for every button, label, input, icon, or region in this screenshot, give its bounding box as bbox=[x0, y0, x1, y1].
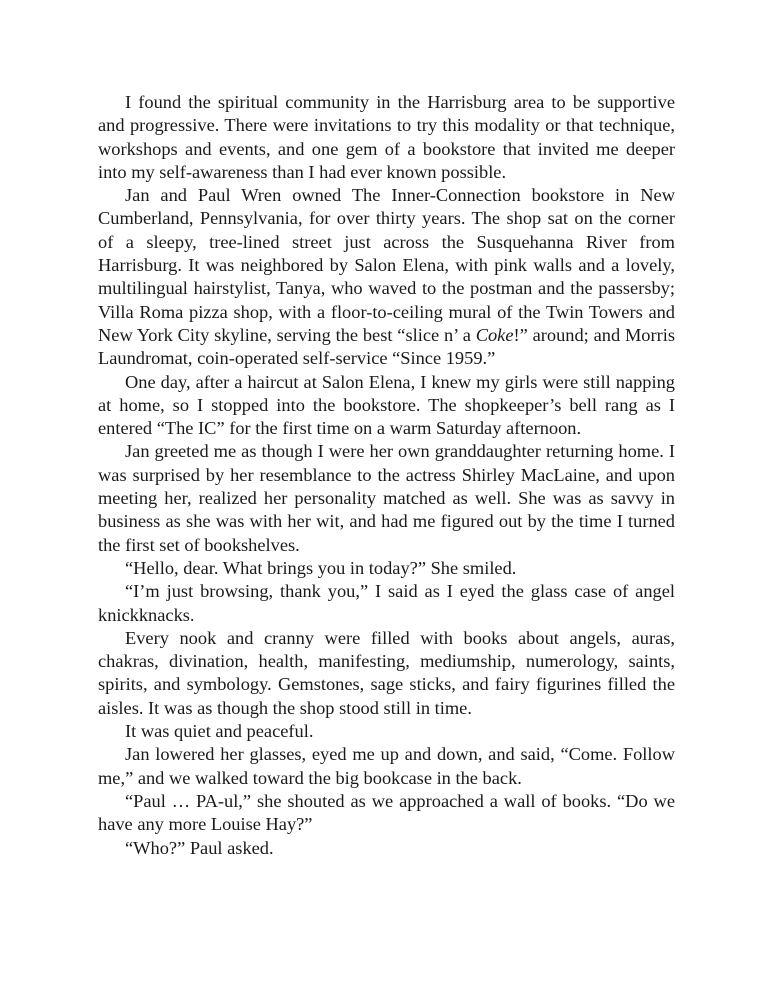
paragraph: Jan lowered her glasses, eyed me up and down, and said, “Come. Follow me,” and we walked toward the big bookcase in the back. bbox=[98, 744, 675, 788]
paragraph: One day, after a haircut at Salon Elena, I knew my girls were still napping at home, so I stopped into the bookstore. The shopkeeper’s bell rang as I entered “The IC” for the first time on a warm Saturday afternoon. bbox=[98, 371, 675, 439]
dialogue-line: “Hello, dear. What brings you in today?” She smiled. bbox=[125, 557, 517, 578]
paragraph: Jan greeted me as though I were her own granddaughter returning home. I was surprised by her resemblance to the actress Shirley MacLaine, and upon meeting her, realized her personality matched as well. She was as savvy in business as she was with her wit, and had me figured out by the time I turned the first set of bookshelves. bbox=[98, 441, 675, 555]
paragraph: It was quiet and peaceful. bbox=[125, 721, 314, 742]
dialogue-line: “Who?” Paul asked. bbox=[125, 837, 274, 858]
paragraph bbox=[98, 184, 675, 370]
paragraph: Every nook and cranny were filled with books about angels, auras, chakras, divination, health, manifesting, mediumship, numerology, saints, spirits, and symbology. Gemstones, sage sticks, and fairy figurines filled the aisles. It was as though the shop stood still in time. bbox=[98, 627, 675, 718]
paragraph: I found the spiritual community in the Harrisburg area to be supportive and progressive. There were invitations to try this modality or that technique, workshops and events, and one gem of a bookstore that invited me deeper into my self-awareness than I had ever known possible. bbox=[98, 92, 675, 182]
paragraph-text: !” around; and Morris Laundromat, coin-operated self-service “Since 1959.” bbox=[98, 324, 676, 369]
body-text bbox=[98, 91, 675, 860]
italic-brand-name: Coke bbox=[475, 324, 514, 345]
paragraph-text: Jan and Paul Wren owned The Inner-Connection bookstore in New Cumberland, Pennsylvania, for over thirty years. The shop sat on the corner of a sleepy, tree-lined street just across the Susquehanna River from Harrisburg. It was neighbored by Salon Elena, with pink walls and a lovely, multilingual hairstylist, Tanya, who waved to the postman and the passersby; Villa Roma pizza shop, with a floor-to-ceiling mural of the Twin Towers and New York City skyline, serving the best “slice n’ a bbox=[98, 185, 675, 345]
dialogue-line: “I’m just browsing, thank you,” I said as I eyed the glass case of angel knickknacks. bbox=[98, 581, 675, 625]
dialogue-line: “Paul … PA-ul,” she shouted as we approached a wall of books. “Do we have any more Louise Hay?” bbox=[98, 790, 675, 835]
